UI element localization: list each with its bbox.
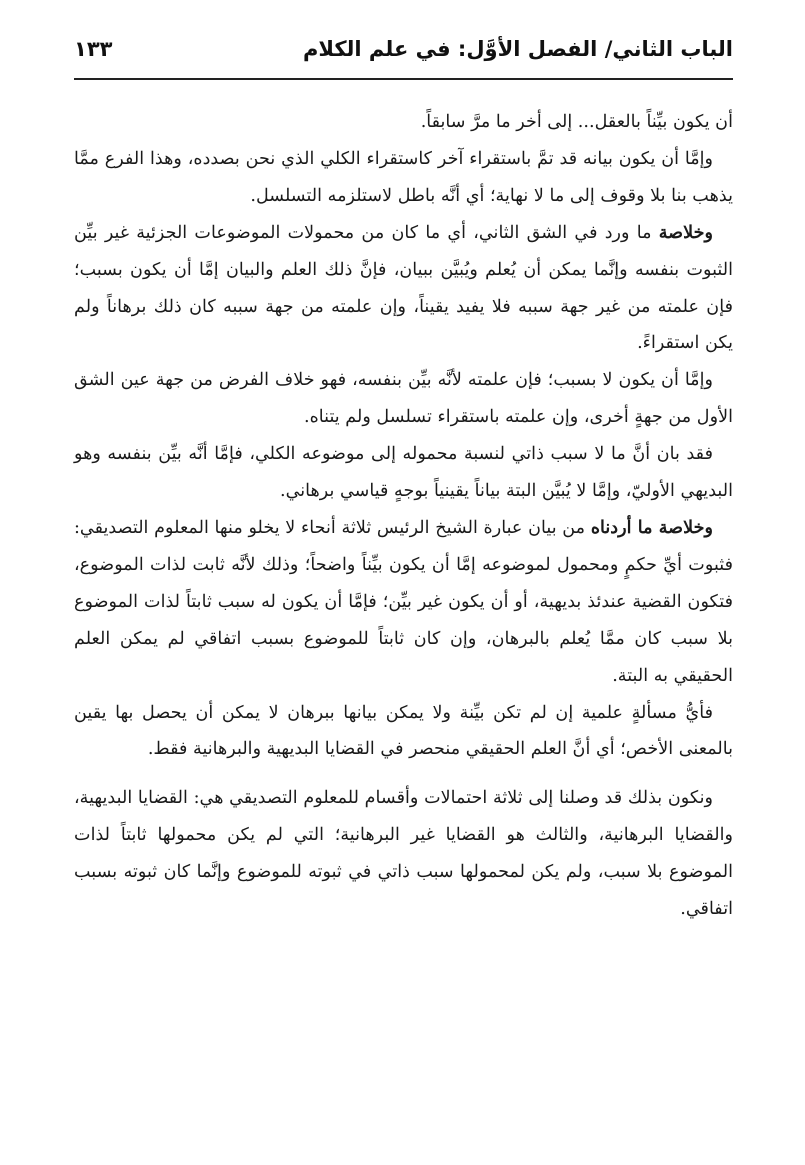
page-number: ١٣٣ xyxy=(74,37,113,61)
paragraph-2: وإمَّا أن يكون بيانه قد تمَّ باستقراء آخر كاستقراء الكلي الذي نحن بصدده، وهذا الفرع ممَّا يذهب بنا بلا وقوف إلى ما لا نهاية؛ أي أنَّه باطل لاستلزمه التسلسل. xyxy=(74,148,733,206)
paragraph-6: وخلاصة ما أردناه من بيان عبارة الشيخ الرئيس ثلاثة أنحاء لا يخلو منها المعلوم التصديقي: فثبوت أيِّ حكمٍ ومحمول لموضوعه إمَّا أن يكون بيِّناً واضحاً؛ وذلك لأنَّه ثابت لذات الموضوع، فتكون القضية عندئذ بديهية، أو أن يكون غير بيِّن؛ فإمَّا أن يكون له سبب ثابتاً لذات الموضوع بلا سبب كان ممَّا يُعلم بالبرهان، وإن كان ثابتاً للموضوع بسبب اتفاقي لم يمكن العلم الحقيقي به البتة. xyxy=(74,516,733,686)
paragraph-1: أن يكون بيِّناً بالعقل... إلى أخر ما مرَّ سابقاً. xyxy=(420,112,733,132)
paragraph-8: ونكون بذلك قد وصلنا إلى ثلاثة احتمالات وأقسام للمعلوم التصديقي هي: القضايا البديهية، والقضايا البرهانية، والثالث هو القضايا غير البرهانية؛ التي لم يكن محمولها ثابتاً لذات الموضوع بلا سبب، ولم يكن لمحمولها سبب ذاتي في ثبوته للموضوع وإنَّما كان ثبوته بسبب اتفاقي. xyxy=(74,788,733,920)
header-rule xyxy=(74,78,733,80)
paragraph-5: فقد بان أنَّ ما لا سبب ذاتي لنسبة محموله إلى موضوعه الكلي، فإمَّا أنَّه بيِّن بنفسه وهو البديهي الأوليّ، وإمَّا لا يُبيَّن البتة بياناً يقينياً بوجهٍ قياسي برهاني. xyxy=(74,444,733,502)
paragraph-4: وإمَّا أن يكون لا بسبب؛ فإن علمته لأنَّه بيِّن بنفسه، فهو خلاف الفرض من جهة عين الشق الأول من جهةٍ أخرى، وإن علمته باستقراء تسلسل ولم يتناه. xyxy=(74,370,733,428)
paragraph-lead: وخلاصة xyxy=(658,221,713,243)
paragraph-3: وخلاصة ما ورد في الشق الثاني، أي ما كان من محمولات الموضوعات الجزئية غير بيِّن الثبوت بنفسه وإنَّما يمكن أن يُعلم ويُبيَّن ببيان، فإنَّ ذلك العلم والبيان إمَّا أن يكون بسبب؛ فإن علمته من غير جهة سببه فلا يفيد يقيناً، وإن علمته من جهة سببه كان ذلك برهاناً ولم يكن استقراءً. xyxy=(74,221,733,354)
running-header xyxy=(74,30,733,68)
paragraph-7: فأيُّ مسألةٍ علمية إن لم تكن بيِّنة ولا يمكن بيانها ببرهان لا يمكن أن يحصل بها يقين بالمعنى الأخص؛ أي أنَّ العلم الحقيقي منحصر في القضايا البديهية والبرهانية فقط. xyxy=(74,702,733,760)
header-title: الباب الثاني/ الفصل الأوَّل: في علم الكلام xyxy=(302,37,733,61)
paragraph-lead: وخلاصة ما أردناه xyxy=(590,516,713,538)
body-text xyxy=(74,104,733,928)
